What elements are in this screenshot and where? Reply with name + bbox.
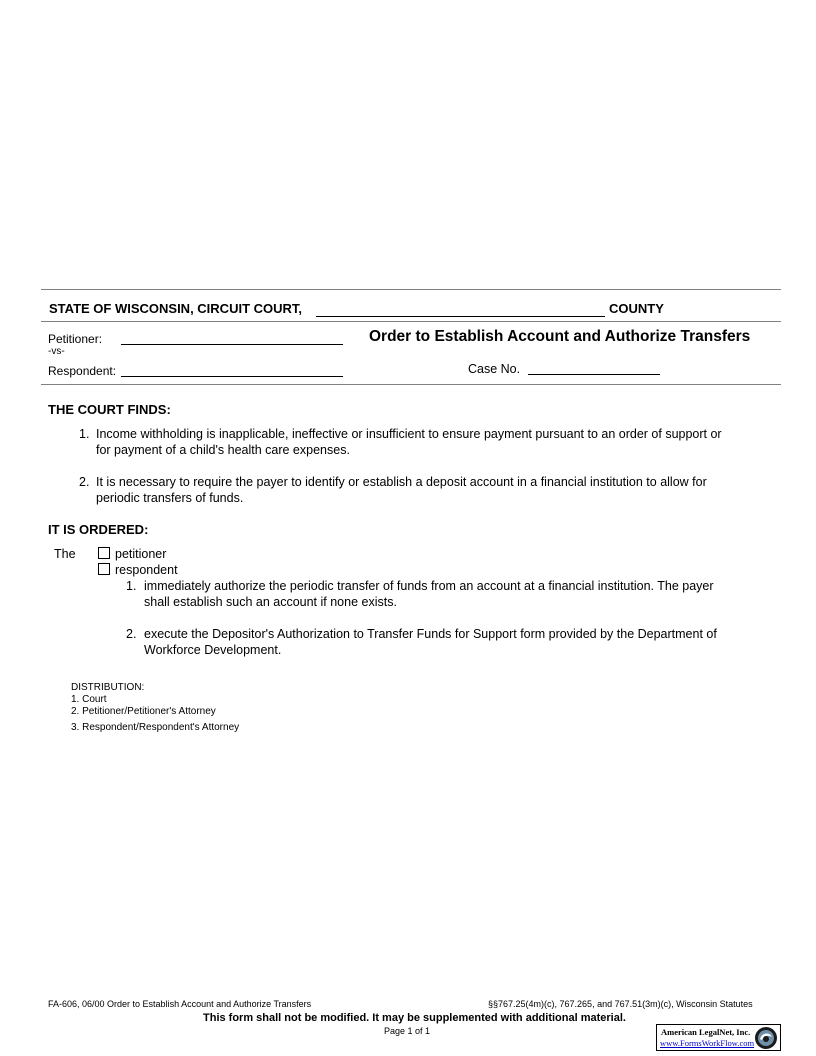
logo-swirl-icon [754,1026,778,1050]
vs-label: -vs- [48,346,65,357]
court-line: STATE OF WISCONSIN, CIRCUIT COURT, [49,301,303,316]
logo-url[interactable]: www.FormsWorkFlow.com [660,1038,755,1048]
distribution-item-2: 2. Petitioner/Petitioner's Attorney [71,706,216,717]
case-no-field[interactable] [528,374,660,375]
finding-2-line-1: It is necessary to require the payer to identify or establish a deposit account in a financial institution to allow for [96,475,707,489]
finding-2-text [96,474,786,506]
form-id: FA-606, 06/00 Order to Establish Account and Authorize Transfers [48,999,312,1009]
distribution-item-3: 3. Respondent/Respondent's Attorney [71,722,240,733]
respondent-checkbox[interactable] [98,563,110,575]
distribution-item-1: 1. Court [71,694,107,705]
top-rule [41,289,781,290]
finding-1-line-1: Income withholding is inapplicable, ineffective or insufficient to ensure payment pursuant to an order of support or [96,427,722,441]
document-title: Order to Establish Account and Authorize Transfers [369,328,751,345]
caption-bottom-rule [41,384,781,385]
petitioner-checkbox[interactable] [98,547,110,559]
finding-2-number: 2. [79,475,90,489]
county-label: COUNTY [609,301,664,316]
modification-notice: This form shall not be modified. It may be supplemented with additional material. [203,1012,626,1024]
petitioner-label: Petitioner: [48,332,103,346]
order-1-number: 1. [126,579,137,593]
petitioner-option-label: petitioner [115,547,167,561]
respondent-label: Respondent: [48,364,117,378]
the-label: The [54,547,76,561]
statutes: §§767.25(4m)(c), 767.265, and 767.51(3m)(c), Wisconsin Statutes [488,999,753,1009]
order-1-line-2: shall establish such an account if none exists. [144,595,397,609]
county-field[interactable] [316,316,605,317]
order-1-line-1: immediately authorize the periodic transfer of funds from an account at a financial institution. The payer [144,579,714,593]
order-2-number: 2. [126,627,137,641]
case-no-label: Case No. [468,362,521,376]
legalnet-logo[interactable] [656,1024,781,1051]
order-2-line-2: Workforce Development. [144,643,282,657]
page-number: Page 1 of 1 [384,1026,431,1036]
finding-1-number: 1. [79,427,90,441]
caption-rule [41,321,781,322]
order-2-line-1: execute the Depositor's Authorization to Transfer Funds for Support form provided by the Department of [144,627,717,641]
order-heading: IT IS ORDERED: [48,522,149,537]
finding-2-line-2: periodic transfers of funds. [96,491,244,505]
order-2-text [144,626,774,658]
petitioner-field[interactable] [121,344,343,345]
respondent-field[interactable] [121,376,343,377]
logo-name: American LegalNet, Inc. [661,1027,751,1037]
order-1-text [144,578,774,610]
finding-1-line-2: for payment of a child's health care expenses. [96,443,350,457]
finding-1-text [96,426,786,458]
distribution-heading: DISTRIBUTION: [71,682,145,693]
respondent-option-label: respondent [115,563,178,577]
findings-heading: THE COURT FINDS: [48,402,171,417]
